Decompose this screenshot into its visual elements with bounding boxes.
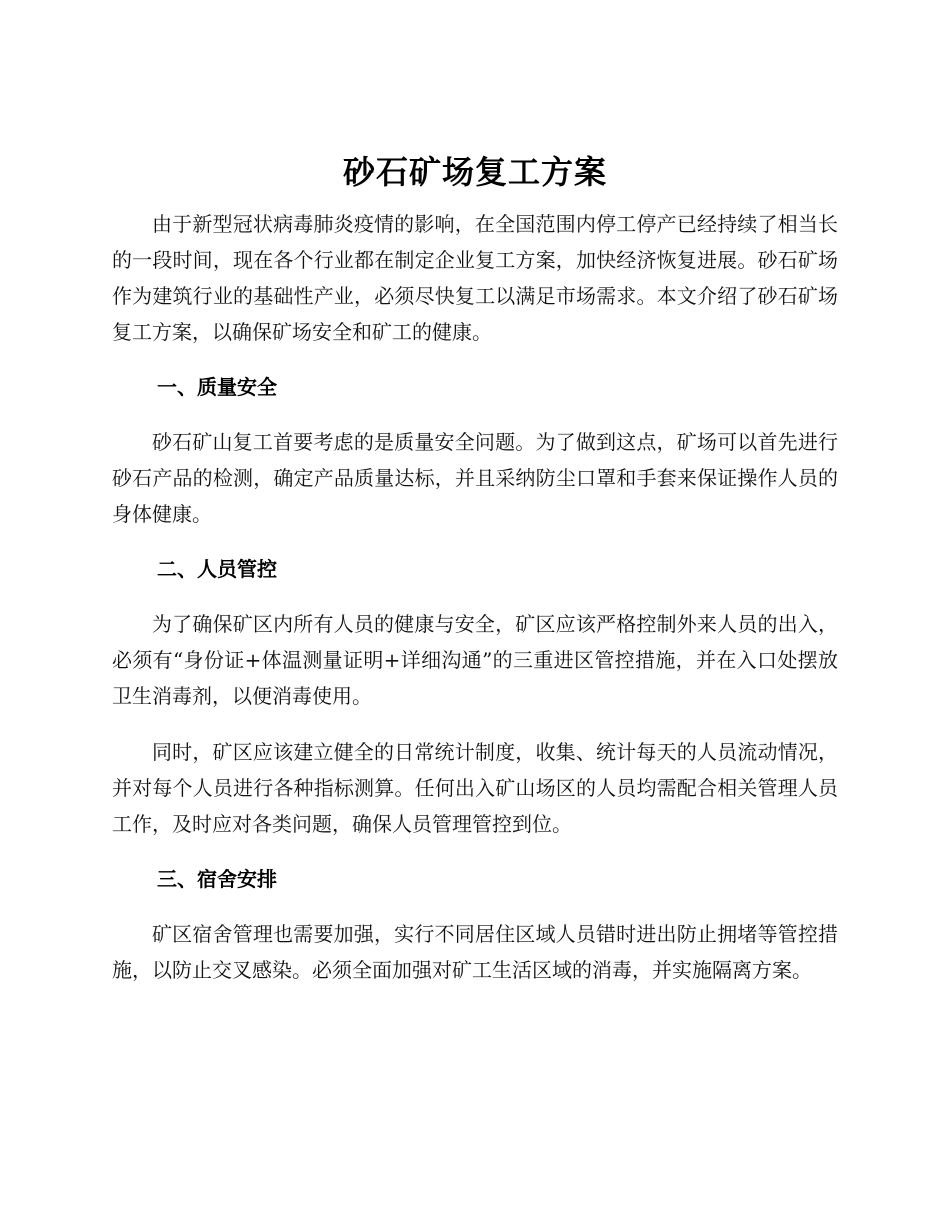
section-heading: 一、质量安全 <box>157 375 277 399</box>
section-paragraph: 同时，矿区应该建立健全的日常统计制度，收集、统计每天的人员流动情况，并对每个人员进行各种指标测算。任何出入矿山场区的人员均需配合相关管理人员工作，及时应对各类问题，确保人员管理管控到位。 <box>112 740 838 836</box>
section-heading: 二、人员管控 <box>157 557 277 581</box>
section-heading: 三、宿舍安排 <box>157 867 277 891</box>
section-personnel-control <box>112 552 838 842</box>
section-body <box>112 424 838 532</box>
section-body <box>112 916 838 988</box>
section-paragraph: 砂石矿山复工首要考虑的是质量安全问题。为了做到这点，矿场可以首先进行砂石产品的检测，确定产品质量达标，并且采纳防尘口罩和手套来保证操作人员的身体健康。 <box>112 430 838 526</box>
section-paragraph: 矿区宿舍管理也需要加强，实行不同居住区域人员错时进出防止拥堵等管控措施，以防止交叉感染。必须全面加强对矿工生活区域的消毒，并实施隔离方案。 <box>112 922 838 982</box>
document-title: 砂石矿场复工方案 <box>342 153 607 191</box>
intro-paragraph: 由于新型冠状病毒肺炎疫情的影响，在全国范围内停工停产已经持续了相当长的一段时间，现在各个行业都在制定企业复工方案，加快经济恢复进展。砂石矿场作为建筑行业的基础性产业，必须尽快复工以满足市场需求。本文介绍了砂石矿场复工方案，以确保矿场安全和矿工的健康。 <box>112 212 838 344</box>
section-dormitory-arrangement <box>112 862 838 988</box>
section-paragraph: 为了确保矿区内所有人员的健康与安全，矿区应该严格控制外来人员的出入，必须有“身份证+体温测量证明+详细沟通”的三重进区管控措施，并在入口处摆放卫生消毒剂，以便消毒使用。 <box>112 612 838 708</box>
section-body <box>112 606 838 842</box>
section-quality-safety <box>112 370 838 532</box>
